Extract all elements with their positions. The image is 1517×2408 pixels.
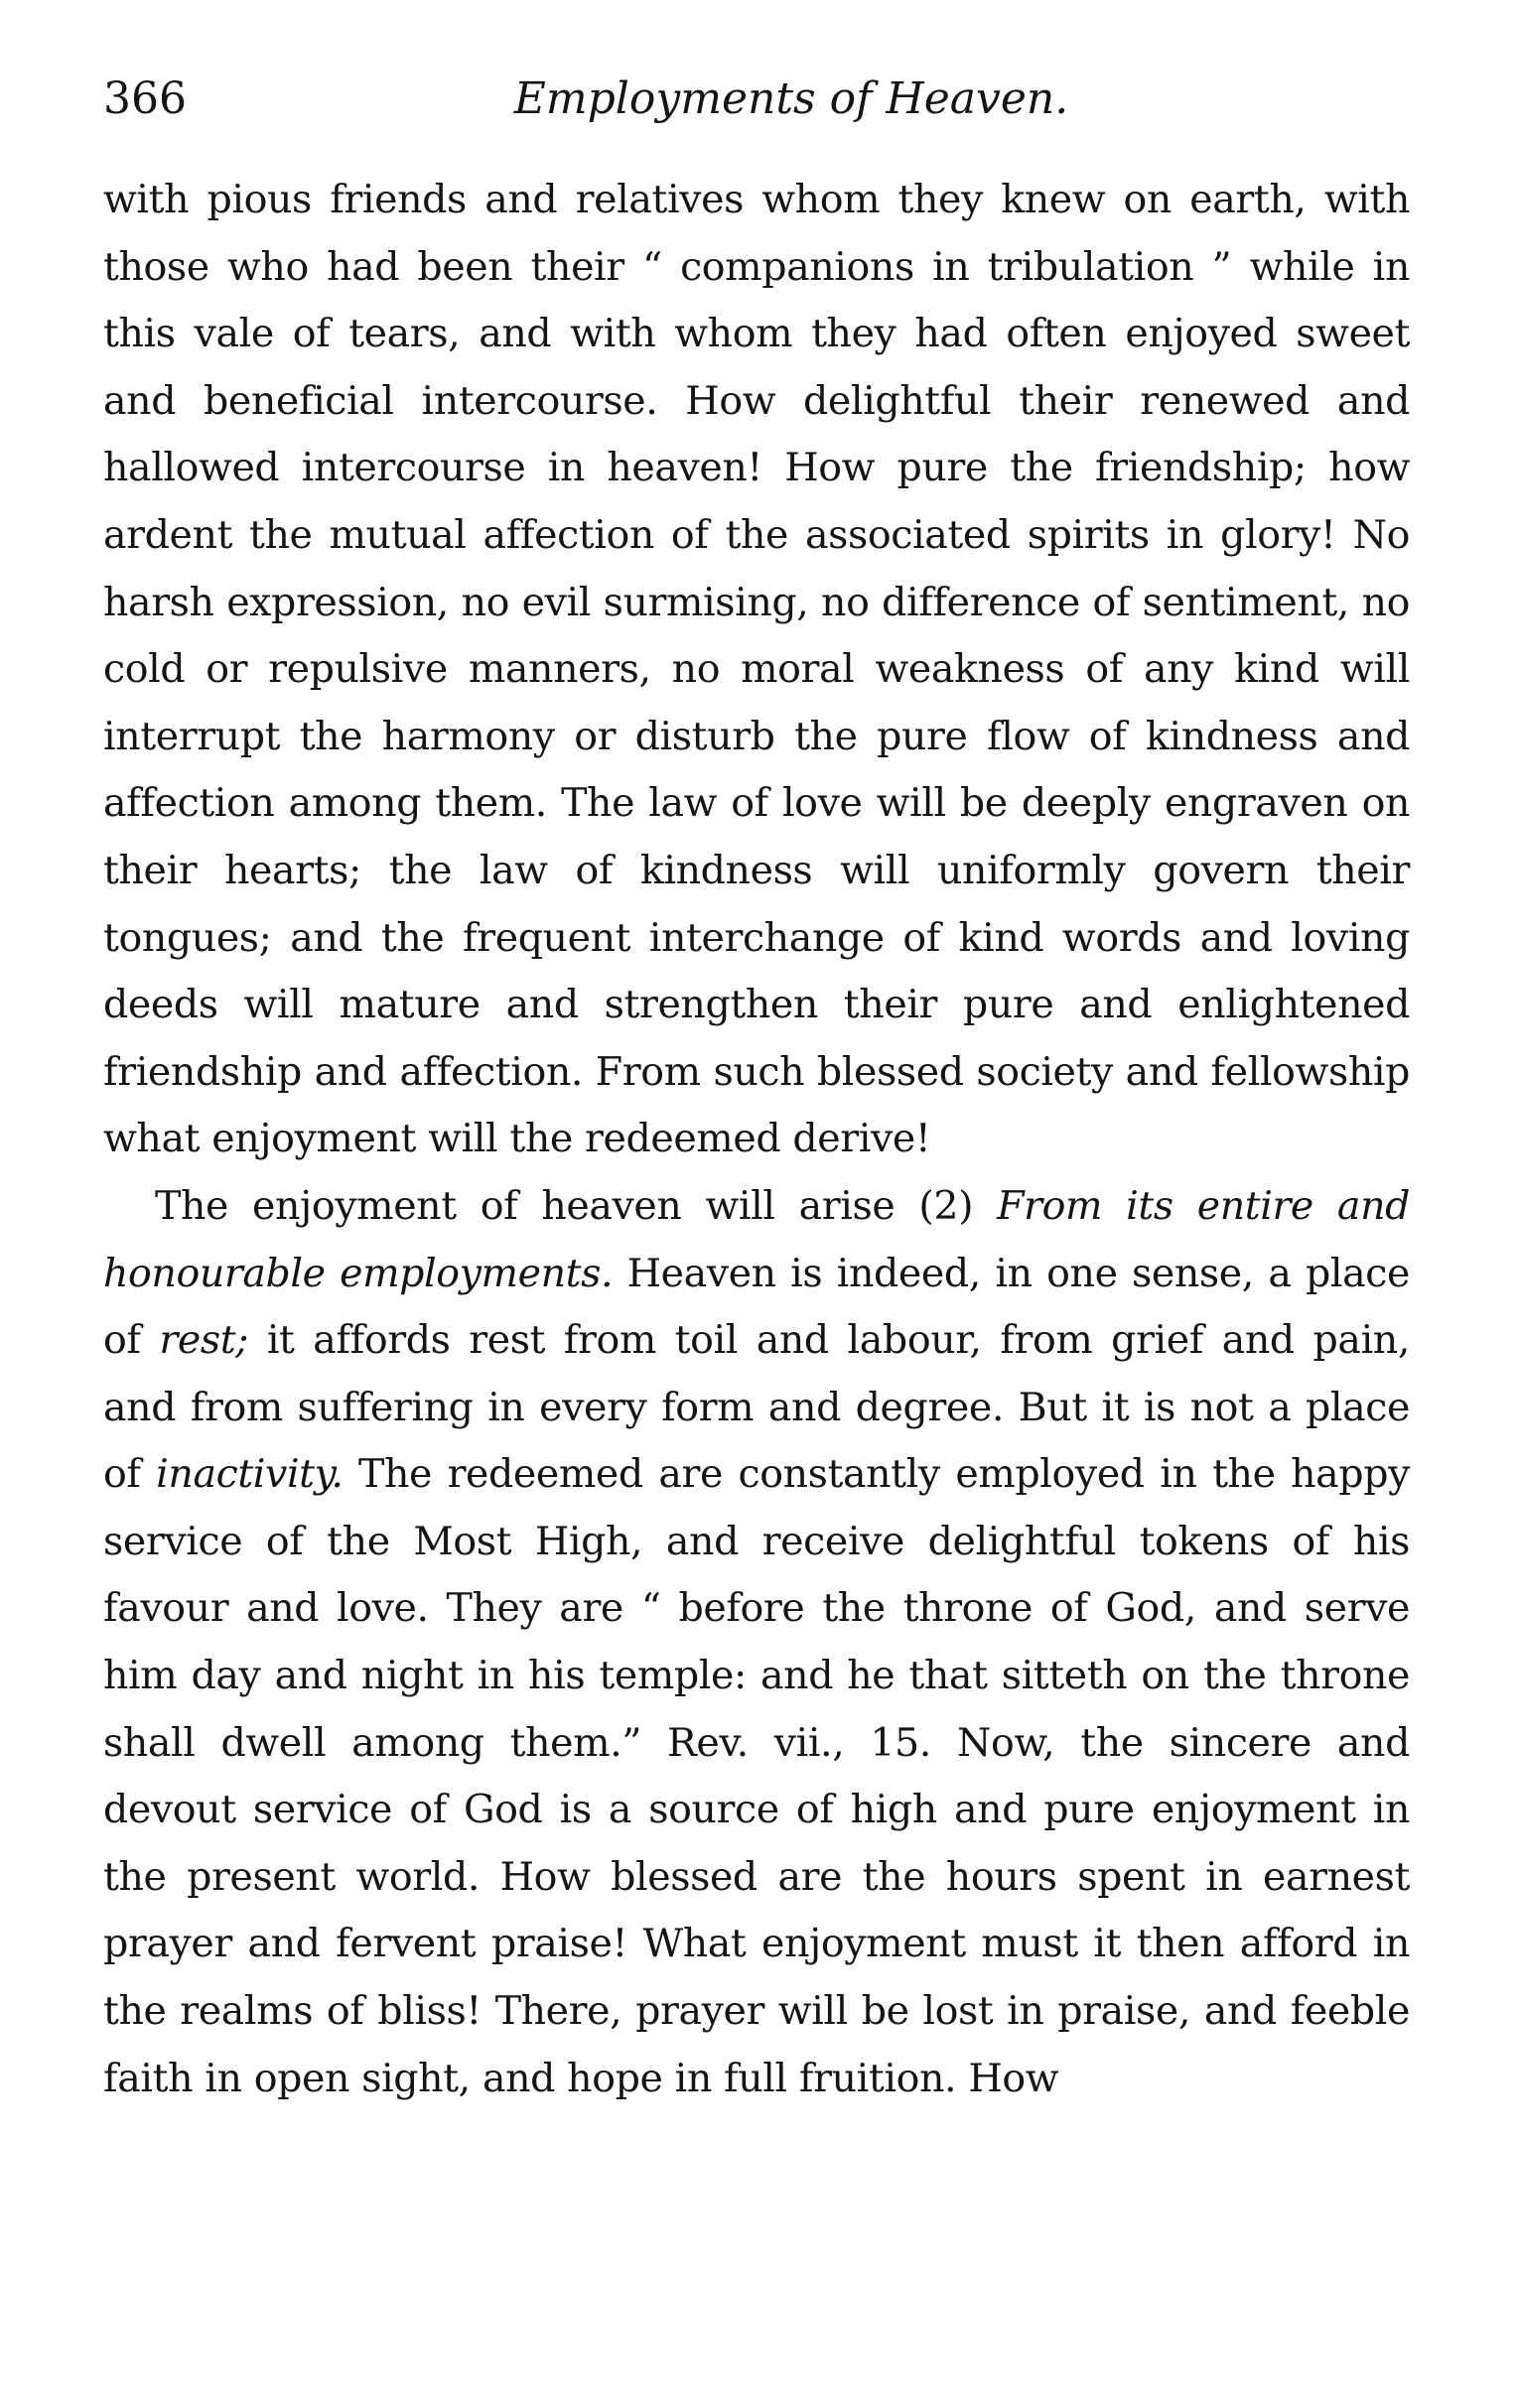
running-head — [103, 69, 1410, 129]
text-segment: Heaven is indeed, in one sense, a place of — [103, 1250, 1411, 1364]
running-title: Employments of Heaven. — [513, 73, 1069, 124]
italic-phrase: rest; — [159, 1317, 249, 1364]
text-segment: The enjoyment of heaven will arise (2) — [155, 1182, 998, 1229]
italic-phrase: From its entire and honourable employments. — [103, 1182, 1411, 1296]
text-segment: it affords rest from toil and labour, from grief and pain, and from suffering in every form and degree. But it is not a place of — [103, 1317, 1410, 1498]
page-number: 366 — [103, 73, 187, 124]
italic-phrase: inactivity. — [156, 1451, 344, 1498]
body-text — [103, 167, 1410, 2112]
paragraph-2 — [103, 1173, 1410, 2112]
text-segment: The redeemed are constantly employed in the happy service of the Most High, and receive delightful tokens of his favour and love. They are “ before the throne of God, and serve him day and night in his temple: and he that sitteth on the throne shall dwell among them.” Rev. vii., 15. Now, the sincere and devout service of God is a source of high and pure enjoyment in the present world. How blessed are the hours spent in earnest prayer and fervent praise! What enjoyment must it then afford in the realms of bliss! There, prayer will be lost in praise, and feeble faith in open sight, and hope in full fruition. How — [103, 1451, 1410, 2101]
text-segment: with pious friends and relatives whom they knew on earth, with those who had been their “ companions in tribulation ” while in this vale of tears, and with whom they had often enjoyed sweet and beneficial intercourse. How delightful their renewed and hallowed intercourse in heaven! How pure the friendship; how ardent the mutual affection of the associated spirits in glory! No harsh expression, no evil surmising, no difference of sentiment, no cold or repulsive manners, no moral weakness of any kind will interrupt the harmony or disturb the pure flow of kindness and affection among them. The law of love will be deeply engraven on their hearts; the law of kindness will uniformly govern their tongues; and the frequent interchange of kind words and loving deeds will mature and strengthen their pure and enlightened friendship and affection. From such blessed society and fellowship what enjoyment will the redeemed derive! — [103, 177, 1410, 1162]
paragraph-1 — [103, 167, 1410, 1173]
